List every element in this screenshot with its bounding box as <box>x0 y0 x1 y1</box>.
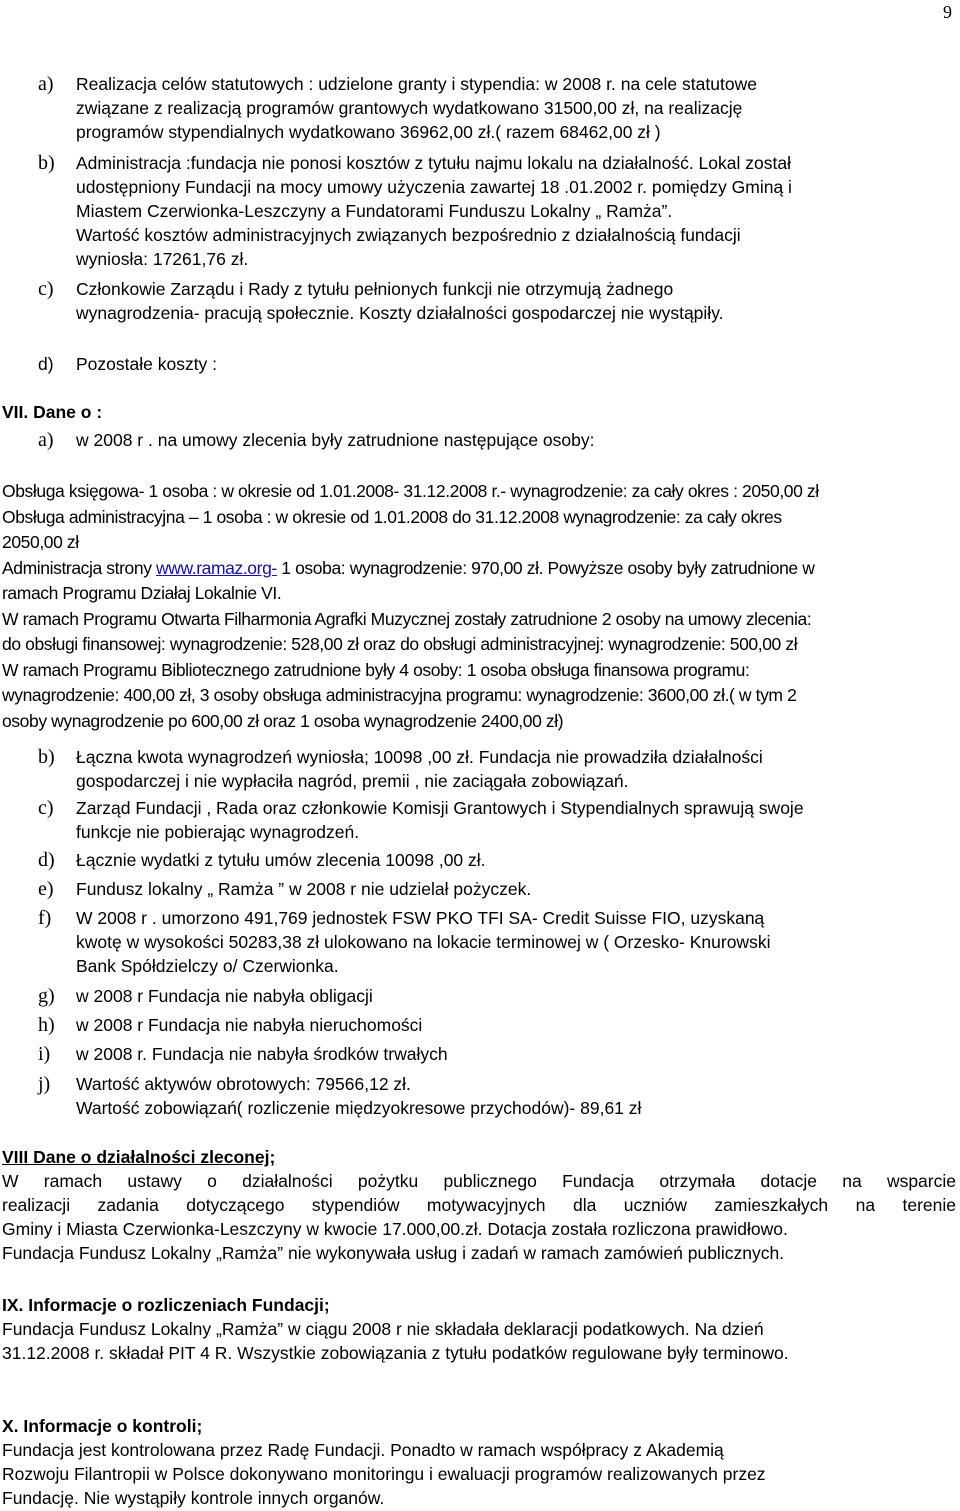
list-marker: c) <box>38 797 54 819</box>
section-heading: IX. Informacje o rozliczeniach Fundacji; <box>2 1295 330 1315</box>
text-line: w 2008 r . na umowy zlecenia były zatrudnione następujące osoby: <box>76 430 595 450</box>
list-item-c2 <box>38 796 956 844</box>
text-line: w 2008 r. Fundacja nie nabyła środków trwałych <box>76 1044 448 1064</box>
list-item-b <box>38 151 956 271</box>
text-line: do obsługi finansowej: wynagrodzenie: 528,00 zł oraz do obsługi administracyjnej: wynagrodzenie: 500,00 zł <box>2 634 798 654</box>
text-line: Fundacja Fundusz Lokalny „Ramża” nie wykonywała usług i zadań w ramach zamówień publicznych. <box>2 1243 785 1263</box>
list-item-b2 <box>38 745 956 793</box>
text-line: osoby wynagrodzenie po 600,00 zł oraz 1 osoba wynagrodzenie 2400,00 zł) <box>2 710 564 731</box>
text-line: Obsługa administracyjna – 1 osoba : w okresie od 1.01.2008 do 31.12.2008 wynagrodzenie: za cały okres <box>2 506 782 527</box>
list-item-j <box>38 1072 956 1120</box>
text-line: Administracja :fundacja nie ponosi kosztów z tytułu najmu lokalu na działalność. Lokal został <box>76 153 791 173</box>
list-marker: b) <box>38 746 55 768</box>
text-line: Administracja strony www.ramaz.org- 1 osoba: wynagrodzenie: 970,00 zł. Powyższe osoby były zatrudnione w <box>2 557 815 578</box>
section-viii <box>2 1145 956 1265</box>
text-line: 2050,00 zł <box>2 532 79 552</box>
text-line: programów stypendialnych wydatkowano 36962,00 zł.( razem 68462,00 zł ) <box>76 122 661 142</box>
website-link[interactable]: www.ramaz.org- <box>156 557 277 578</box>
list-item-d <box>38 352 956 376</box>
text-line: wynagrodzenia- pracują społecznie. Koszty działalności gospodarczej nie wystąpiły. <box>76 303 724 323</box>
text-line: ramach Programu Działaj Lokalnie VI. <box>2 583 282 603</box>
text-line: Fundacja jest kontrolowana przez Radę Fundacji. Ponadto w ramach współpracy z Akademią <box>2 1440 724 1460</box>
list-marker: b) <box>38 152 55 174</box>
list-marker: c) <box>38 278 54 300</box>
list-marker: d) <box>38 354 54 374</box>
text-line: związane z realizacją programów grantowych wydatkowano 31500,00 zł, na realizację <box>76 98 743 118</box>
list-item-f <box>38 906 956 978</box>
text-line: Wartość kosztów administracyjnych związanych bezpośrednio z działalnością fundacji <box>76 225 741 245</box>
text-line: W ramach Programu Bibliotecznego zatrudnione były 4 osoby: 1 osoba obsługa finansowa programu: <box>2 659 750 680</box>
section-vii-heading: VII. Dane o : <box>2 402 103 422</box>
text-line: 31.12.2008 r. składał PIT 4 R. Wszystkie zobowiązania z tytułu podatków regulowane były terminowo. <box>2 1343 789 1363</box>
text-line: Członkowie Zarządu i Rady z tytułu pełnionych funkcji nie otrzymują żadnego <box>76 279 674 299</box>
list-marker: d) <box>38 849 55 871</box>
text-line: w 2008 r Fundacja nie nabyła nieruchomości <box>76 1015 423 1035</box>
page-number: 9 <box>943 2 952 22</box>
text-line: Łączna kwota wynagrodzeń wyniosła; 10098 ,00 zł. Fundacja nie prowadziła działalności <box>76 747 763 767</box>
list-marker: f) <box>38 907 52 929</box>
list-marker: h) <box>38 1014 55 1036</box>
list-item-c <box>38 277 956 325</box>
list-marker: g) <box>38 985 55 1007</box>
text-line: gospodarczej i nie wypłaciła nagród, premii , nie zaciągała zobowiązań. <box>76 771 629 791</box>
text-line: Pozostałe koszty : <box>76 354 218 374</box>
text-line: W 2008 r . umorzono 491,769 jednostek FSW PKO TFI SA- Credit Suisse FIO, uzyskaną <box>76 908 765 928</box>
text-line: Bank Spółdzielczy o/ Czerwionka. <box>76 956 339 976</box>
section-heading: X. Informacje o kontroli; <box>2 1416 203 1436</box>
text-line: kwotę w wysokości 50283,38 zł ulokowano na lokacie terminowej w ( Orzesko- Knurowski <box>76 932 771 952</box>
text-line: Wartość aktywów obrotowych: 79566,12 zł. <box>76 1074 411 1094</box>
list-marker: e) <box>38 878 54 900</box>
text-line: Realizacja celów statutowych : udzielone granty i stypendia: w 2008 r. na cele statutowe <box>76 74 757 94</box>
text-line: Gminy i Miasta Czerwionka-Leszczyny w kwocie 17.000,00.zł. Dotacja została rozliczona prawidłowo. <box>2 1219 788 1239</box>
list-item-d2 <box>38 848 956 872</box>
list-item-h <box>38 1013 956 1037</box>
list-marker: a) <box>38 73 54 95</box>
text-line: wyniosła: 17261,76 zł. <box>76 249 249 269</box>
list-marker: a) <box>38 429 54 451</box>
text-line: W ramach Programu Otwarta Filharmonia Agrafki Muzycznej zostały zatrudnione 2 osoby na umowy zlecenia: <box>2 608 812 629</box>
text-line: funkcje nie pobierając wynagrodzeń. <box>76 822 360 842</box>
section-heading: VIII Dane o działalności zleconej; <box>2 1147 276 1167</box>
list-item-i <box>38 1042 956 1066</box>
section-x <box>2 1414 956 1510</box>
text-line: Rozwoju Filantropii w Polsce dokonywano monitoringu i ewaluacji programów realizowanych przez <box>2 1464 766 1484</box>
text-line: Fundusz lokalny „ Ramża ” w 2008 r nie udzielał pożyczek. <box>76 879 532 899</box>
text-line: Zarząd Fundacji , Rada oraz członkowie Komisji Grantowych i Stypendialnych sprawują swoje <box>76 798 804 818</box>
text-line: Wartość zobowiązań( rozliczenie międzyokresowe przychodów)- 89,61 zł <box>76 1098 642 1118</box>
text-line: realizacji zadania dotyczącego stypendiów motywacyjnych dla uczniów zamieszkałych na terenie <box>2 1195 956 1215</box>
list-item-e <box>38 877 956 901</box>
section-vii-item-a <box>38 428 956 452</box>
text-line: udostępniony Fundacji na mocy umowy użyczenia zawartej 18 .01.2002 r. pomiędzy Gminą i <box>76 177 792 197</box>
list-marker: j) <box>38 1073 51 1095</box>
text-line: w 2008 r Fundacja nie nabyła obligacji <box>76 986 373 1006</box>
text-line: Miastem Czerwionka-Leszczyny a Fundatorami Funduszu Lokalny „ Ramża”. <box>76 201 673 221</box>
text-line: W ramach ustawy o działalności pożytku publicznego Fundacja otrzymała dotacje na wsparcie <box>2 1171 956 1191</box>
list-item-a <box>38 72 956 144</box>
list-marker: i) <box>38 1043 51 1065</box>
text-line: Obsługa księgowa- 1 osoba : w okresie od 1.01.2008- 31.12.2008 r.- wynagrodzenie: za cały okres : 2050,00 zł <box>2 481 819 501</box>
text-line: Fundację. Nie wystąpiły kontrole innych organów. <box>2 1488 385 1508</box>
text-line: Fundacja Fundusz Lokalny „Ramża” w ciągu 2008 r nie składała deklaracji podatkowych. Na dzień <box>2 1319 764 1339</box>
list-item-g <box>38 984 956 1008</box>
text-line: Łącznie wydatki z tytułu umów zlecenia 10098 ,00 zł. <box>76 850 486 870</box>
employment-details <box>2 479 956 734</box>
text-line: wynagrodzenie: 400,00 zł, 3 osoby obsługa administracyjna programu: wynagrodzenie: 3600,00 zł.( w tym 2 <box>2 685 797 705</box>
section-ix <box>2 1293 956 1365</box>
